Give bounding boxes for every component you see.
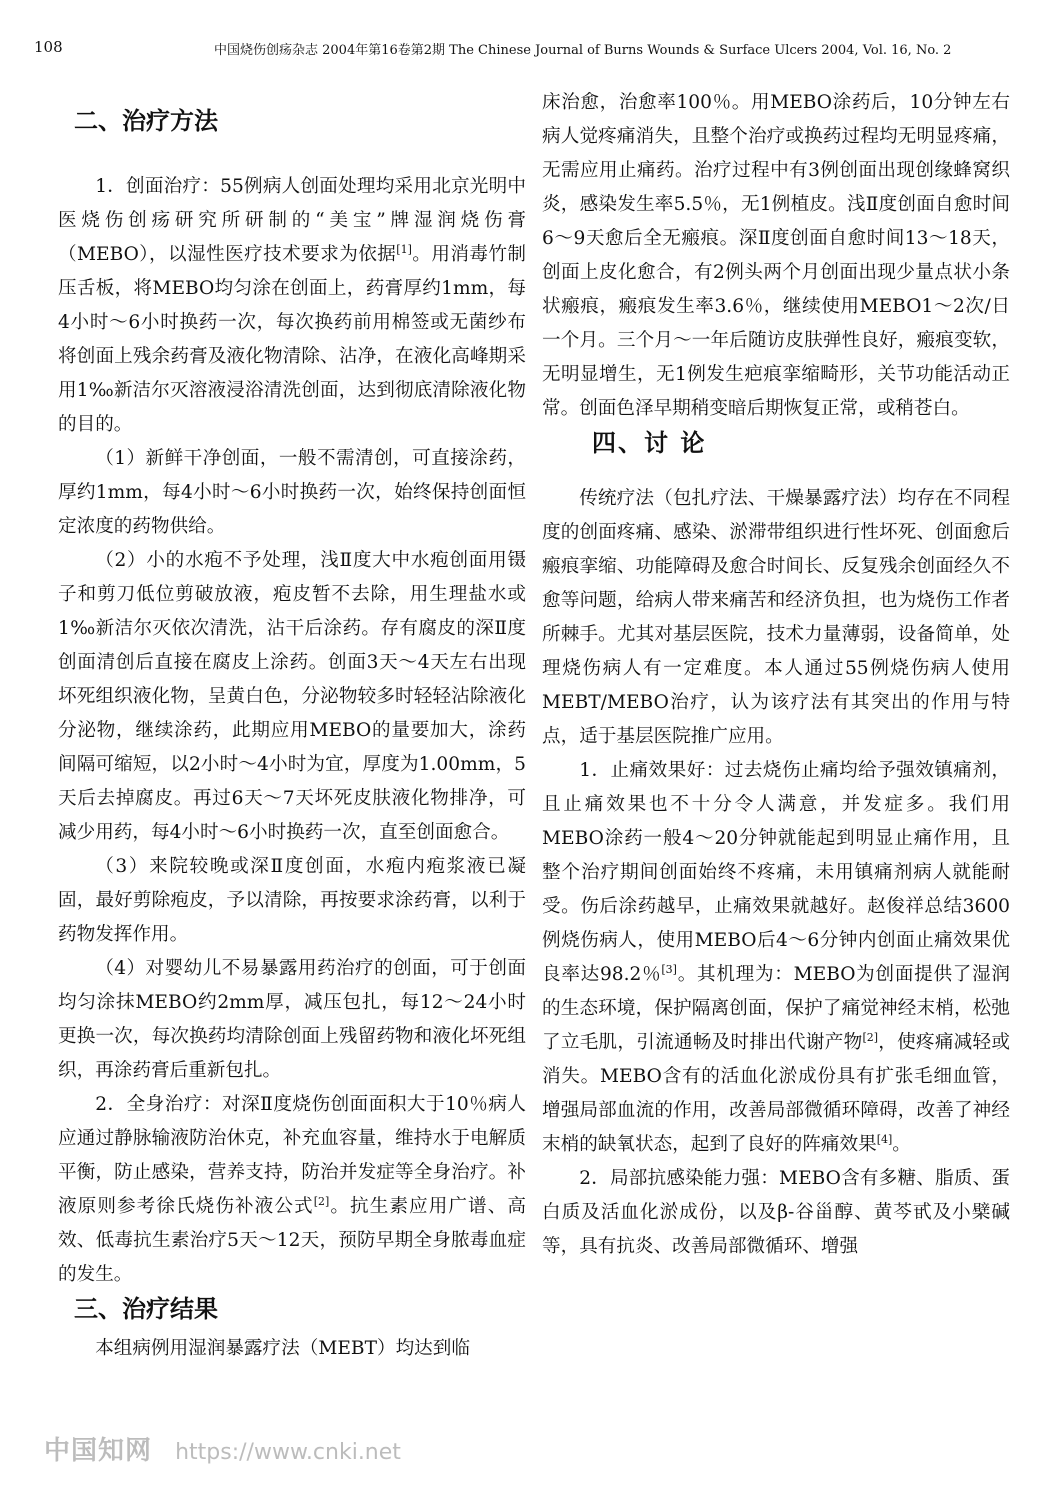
right-column bbox=[542, 86, 1010, 1264]
section-heading-results: 三、治疗结果 bbox=[74, 1295, 218, 1323]
left-column bbox=[58, 82, 526, 1366]
journal-title: 中国烧伤创疡杂志 2004年第16卷第2期 The Chinese Journal of Burns Wounds & Surface Ulcers 2004, Vol. 16, No. 2 bbox=[214, 43, 952, 58]
citation[interactable]: [2] bbox=[313, 1194, 330, 1208]
section-heading-discussion: 四、讨 论 bbox=[592, 429, 707, 457]
watermark-url[interactable]: https://www.cnki.net bbox=[175, 1440, 401, 1465]
paragraph: （4）对婴幼儿不易暴露用药治疗的创面，可于创面均匀涂抹MEBO约2mm厚，减压包扎，每12～24小时更换一次，每次换药均清除创面上残留药物和液化坏死组织，再涂药膏后重新包扎。 bbox=[58, 958, 526, 1081]
paragraph: 2．局部抗感染能力强：MEBO含有多糖、脂质、蛋白质及活血化淤成份，以及β-谷甾醇、黄芩甙及小檗碱等，具有抗炎、改善局部微循环、增强 bbox=[542, 1168, 1010, 1257]
page-number: 108 bbox=[34, 38, 63, 56]
paragraph: 2．全身治疗：对深Ⅱ度烧伤创面面积大于10％病人应通过静脉输液防治休克，补充血容量，维持水于电解质平衡，防止感染，营养支持，防治并发症等全身治疗。补液原则参考徐氏烧伤补液公式[2]。抗生素应用广谱、高效、低毒抗生素治疗5天～12天，预防早期全身脓毒血症的发生。 bbox=[58, 1094, 526, 1285]
citation[interactable]: [4] bbox=[876, 1132, 893, 1146]
paragraph: 本组病例用湿润暴露疗法（MEBT）均达到临 bbox=[95, 1338, 470, 1359]
cnki-logo: 中国知网 bbox=[44, 1436, 153, 1466]
paragraph: 1．创面治疗：55例病人创面处理均采用北京光明中医烧伤创疡研究所研制的“美宝”牌湿润烧伤膏（MEBO），以湿性医疗技术要求为依据[1]。用消毒竹制压舌板，将MEBO均匀涂在创面上，药膏厚约1mm，每4小时～6小时换药一次，每次换药前用棉签或无菌纱布将创面上残余药膏及液化物清除、沾净，在液化高峰期采用1‰新洁尔灭溶液浸浴清洗创面，达到彻底清除液化物的目的。 bbox=[58, 176, 526, 435]
paragraph: （2）小的水疱不予处理，浅Ⅱ度大中水疱创面用镊子和剪刀低位剪破放液，疱皮暂不去除，用生理盐水或1‰新洁尔灭依次清洗，沾干后涂药。存有腐皮的深Ⅱ度创面清创后直接在腐皮上涂药。创面3天～4天左右出现坏死组织液化物，呈黄白色，分泌物较多时轻轻沾除液化分泌物，继续涂药，此期应用MEBO的量要加大，涂药间隔可缩短，以2小时～4小时为宜，厚度为1.00mm，5天后去掉腐皮。再过6天～7天坏死皮肤液化物排净，可减少用药，每4小时～6小时换药一次，直至创面愈合。 bbox=[58, 550, 526, 843]
paragraph: （3）来院较晚或深Ⅱ度创面，水疱内疱浆液已凝固，最好剪除疱皮，予以清除，再按要求涂药膏，以利于药物发挥作用。 bbox=[58, 856, 526, 945]
citation[interactable]: [3] bbox=[661, 962, 677, 976]
paragraph: （1）新鲜干净创面，一般不需清创，可直接涂药，厚约1mm，每4小时～6小时换药一次，始终保持创面恒定浓度的药物供给。 bbox=[58, 448, 526, 537]
section-heading-treatment: 二、治疗方法 bbox=[74, 107, 218, 135]
paragraph: 床治愈，治愈率100％。用MEBO涂药后，10分钟左右病人觉疼痛消失，且整个治疗或换药过程均无明显疼痛，无需应用止痛药。治疗过程中有3例创面出现创缘蜂窝织炎，感染发生率5.5％，无1例植皮。浅Ⅱ度创面自愈时间6～9天愈后全无瘢痕。深Ⅱ度创面自愈时间13～18天，创面上皮化愈合，有2例头两个月创面出现少量点状小条状瘢痕，瘢痕发生率3.6％，继续使用MEBO1～2次/日一个月。三个月～一年后随访皮肤弹性良好，瘢痕变软，无明显增生，无1例发生疤痕挛缩畸形，关节功能活动正常。创面色泽早期稍变暗后期恢复正常，或稍苍白。 bbox=[542, 92, 1010, 419]
paragraph: 1．止痛效果好：过去烧伤止痛均给予强效镇痛剂，且止痛效果也不十分令人满意，并发症多。我们用MEBO涂药一般4～20分钟就能起到明显止痛作用，且整个治疗期间创面始终不疼痛，未用镇痛剂病人就能耐受。伤后涂药越早，止痛效果就越好。赵俊祥总结3600例烧伤病人，使用MEBO后4～6分钟内创面止痛效果优良率达98.2％[3]。其机理为：MEBO为创面提供了湿润的生态环境，保护隔离创面，保护了痛觉神经末梢，松弛了立毛肌，引流通畅及时排出代谢产物[2]，使疼痛减轻或消失。MEBO含有的活血化淤成份具有扩张毛细血管，增强局部血流的作用，改善局部微循环障碍，改善了神经末梢的缺氧状态，起到了良好的阵痛效果[4]。 bbox=[542, 760, 1010, 1155]
citation[interactable]: [1] bbox=[396, 242, 412, 256]
citation[interactable]: [2] bbox=[862, 1030, 879, 1044]
watermark bbox=[44, 1430, 401, 1466]
paragraph: 传统疗法（包扎疗法、干燥暴露疗法）均存在不同程度的创面疼痛、感染、淤滞带组织进行性坏死、创面愈后瘢痕挛缩、功能障碍及愈合时间长、反复残余创面经久不愈等问题，给病人带来痛苦和经济负担，也为烧伤工作者所棘手。尤其对基层医院，技术力量薄弱，设备简单，处理烧伤病人有一定难度。本人通过55例烧伤病人使用MEBT/MEBO治疗，认为该疗法有其突出的作用与特点，适于基层医院推广应用。 bbox=[542, 488, 1010, 747]
running-header bbox=[0, 36, 1044, 62]
